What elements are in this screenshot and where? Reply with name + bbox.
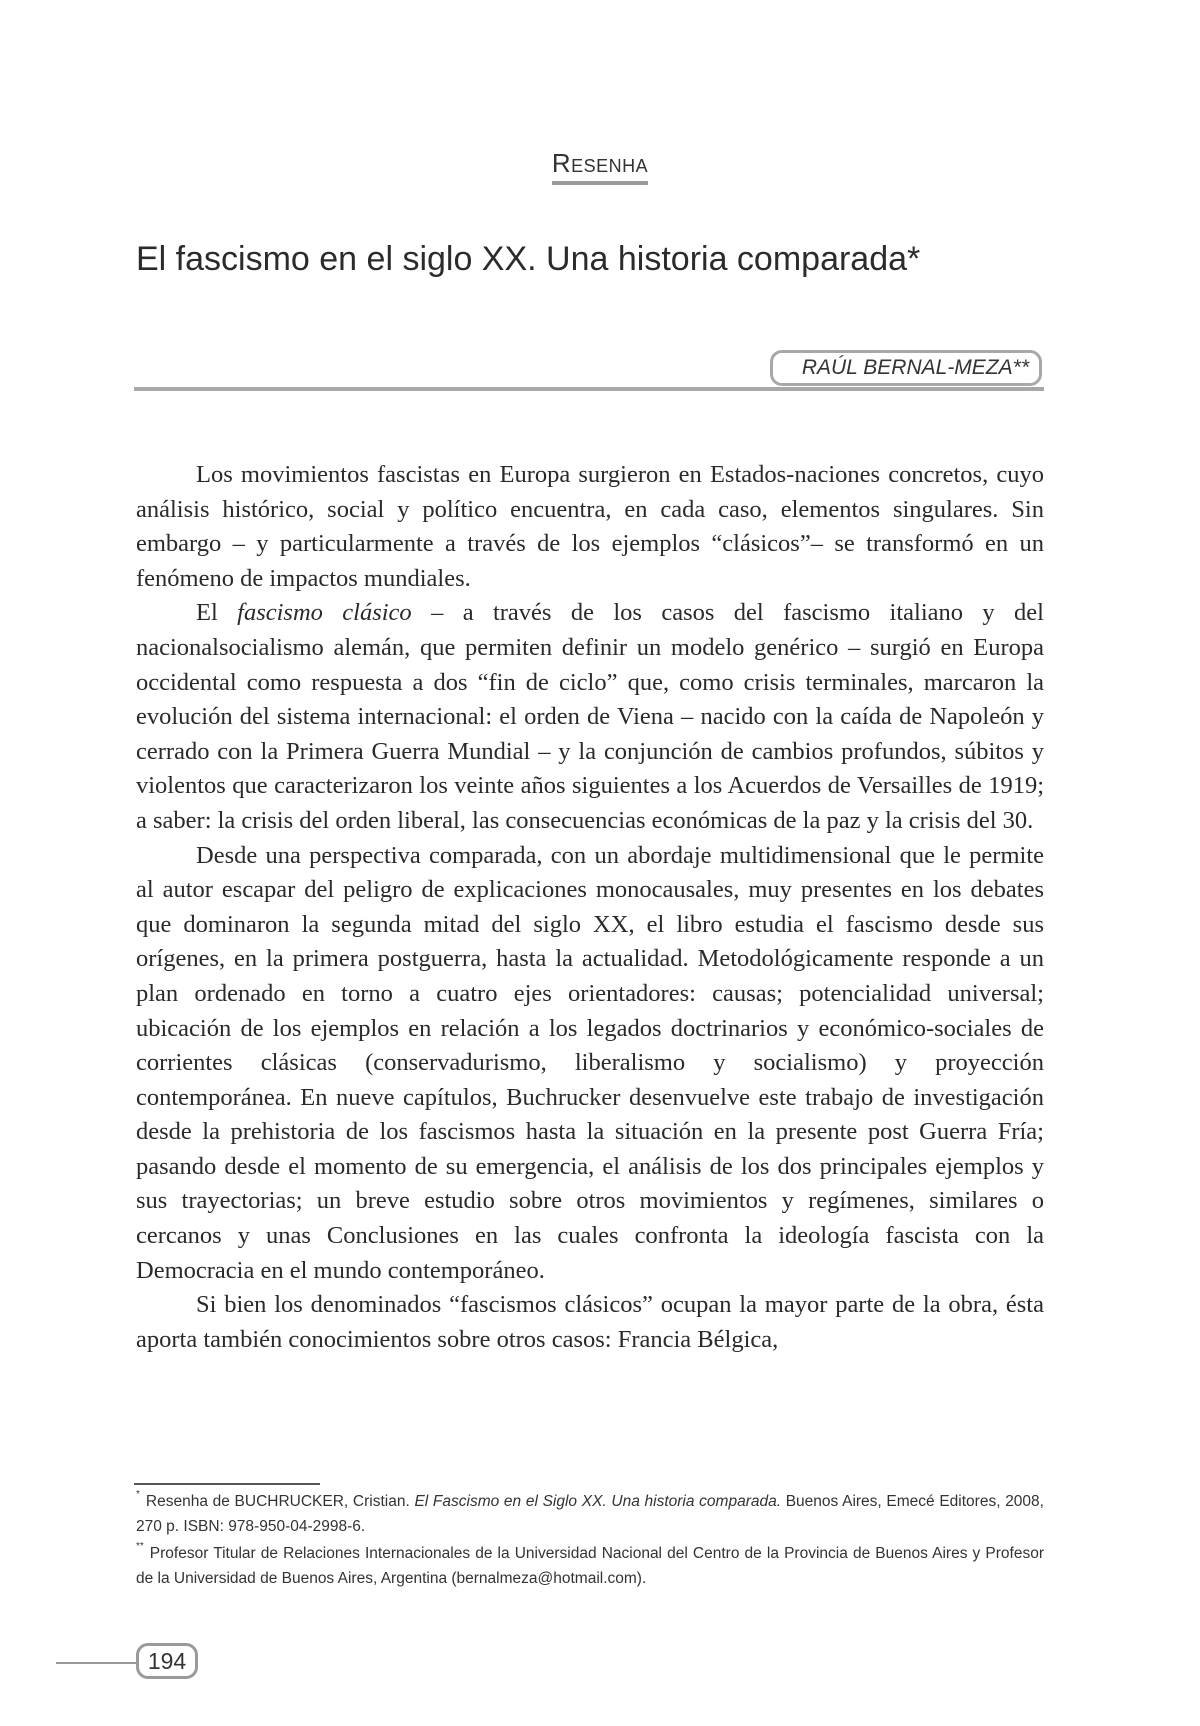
body-paragraph-2 <box>136 596 1044 838</box>
footnote-divider <box>134 1483 320 1485</box>
footnote-1-rest: Buenos Aires, Emecé Editores, 2008, 270 p. ISBN: 978-950-04-2998-6. <box>136 1493 1044 1535</box>
author-divider <box>134 387 1044 391</box>
footnote-1 <box>136 1489 1044 1539</box>
paragraph-2-rest: – a través de los casos del fascismo italiano y del nacionalsocialismo alemán, que permiten definir un modelo genérico – surgió en Europa occidental como respuesta a dos “fin de ciclo” que, como crisis terminales, marcaron la evolución del sistema internacional: el orden de Viena – nacido con la caída de Napoleón y cerrado con la Primera Guerra Mundial – y la conjunción de cambios profundos, súbitos y violentos que caracterizaron los veinte años siguientes a los Acuerdos de Versailles de 1919; a saber: la crisis del orden liberal, las consecuencias económicas de la paz y la crisis del 30. <box>136 599 1044 834</box>
page-number: 194 <box>136 1643 198 1679</box>
section-label-text: Resenha <box>552 148 648 185</box>
paragraph-2-emphasis: fascismo clásico <box>237 599 412 627</box>
footnote-2 <box>136 1541 1044 1591</box>
footnote-2-marker: ** <box>136 1541 144 1552</box>
section-label <box>0 148 1200 185</box>
footnote-1-lead: Resenha de BUCHRUCKER, Cristian. <box>145 1493 415 1510</box>
footnote-2-text: Profesor Titular de Relaciones Internacionales de la Universidad Nacional del Centro de la Provincia de Buenos Aires y Profesor de la Universidad de Buenos Aires, Argentina (bernalmeza@hotmail.com). <box>136 1545 1044 1587</box>
footnotes <box>136 1489 1044 1593</box>
body-paragraph-1: Los movimientos fascistas en Europa surgieron en Estados-naciones concretos, cuyo análisis histórico, social y político encuentra, en cada caso, elementos singulares. Sin embargo – y particularmente a través de los ejemplos “clásicos”– se transformó en un fenómeno de impactos mundiales. <box>136 461 1044 592</box>
footnote-1-marker: * <box>136 1489 140 1500</box>
paragraph-2-lead: El <box>196 599 238 627</box>
author-byline: RAÚL BERNAL-MEZA** <box>770 350 1042 386</box>
body-paragraph-4: Si bien los denominados “fascismos clásicos” ocupan la mayor parte de la obra, ésta aporta también conocimientos sobre otros casos: Francia Bélgica, <box>136 1291 1044 1353</box>
article-title: El fascismo en el siglo XX. Una historia comparada* <box>136 240 921 278</box>
body-paragraph-3: Desde una perspectiva comparada, con un abordaje multidimensional que le permite al autor escapar del peligro de explicaciones monocausales, muy presentes en los debates que dominaron la segunda mitad del siglo XX, el libro estudia el fascismo desde sus orígenes, en la primera postguerra, hasta la actualidad. Metodológicamente responde a un plan ordenado en torno a cuatro ejes orientadores: causas; potencialidad universal; ubicación de los ejemplos en relación a los legados doctrinarios y económico-sociales de corrientes clásicas (conservadurismo, liberalismo y socialismo) y proyección contemporánea. En nueve capítulos, Buchrucker desenvuelve este trabajo de investigación desde la prehistoria de los fascismos hasta la situación en la presente post Guerra Fría; pasando desde el momento de su emergencia, el análisis de los dos principales ejemplos y sus trayectorias; un breve estudio sobre otros movimientos y regímenes, similares o cercanos y unas Conclusiones en las cuales confronta la ideología fascista con la Democracia en el mundo contemporáneo. <box>136 841 1044 1284</box>
article-body <box>136 458 1044 1357</box>
footnote-1-book-title: El Fascismo en el Siglo XX. Una historia comparada. <box>414 1493 782 1510</box>
